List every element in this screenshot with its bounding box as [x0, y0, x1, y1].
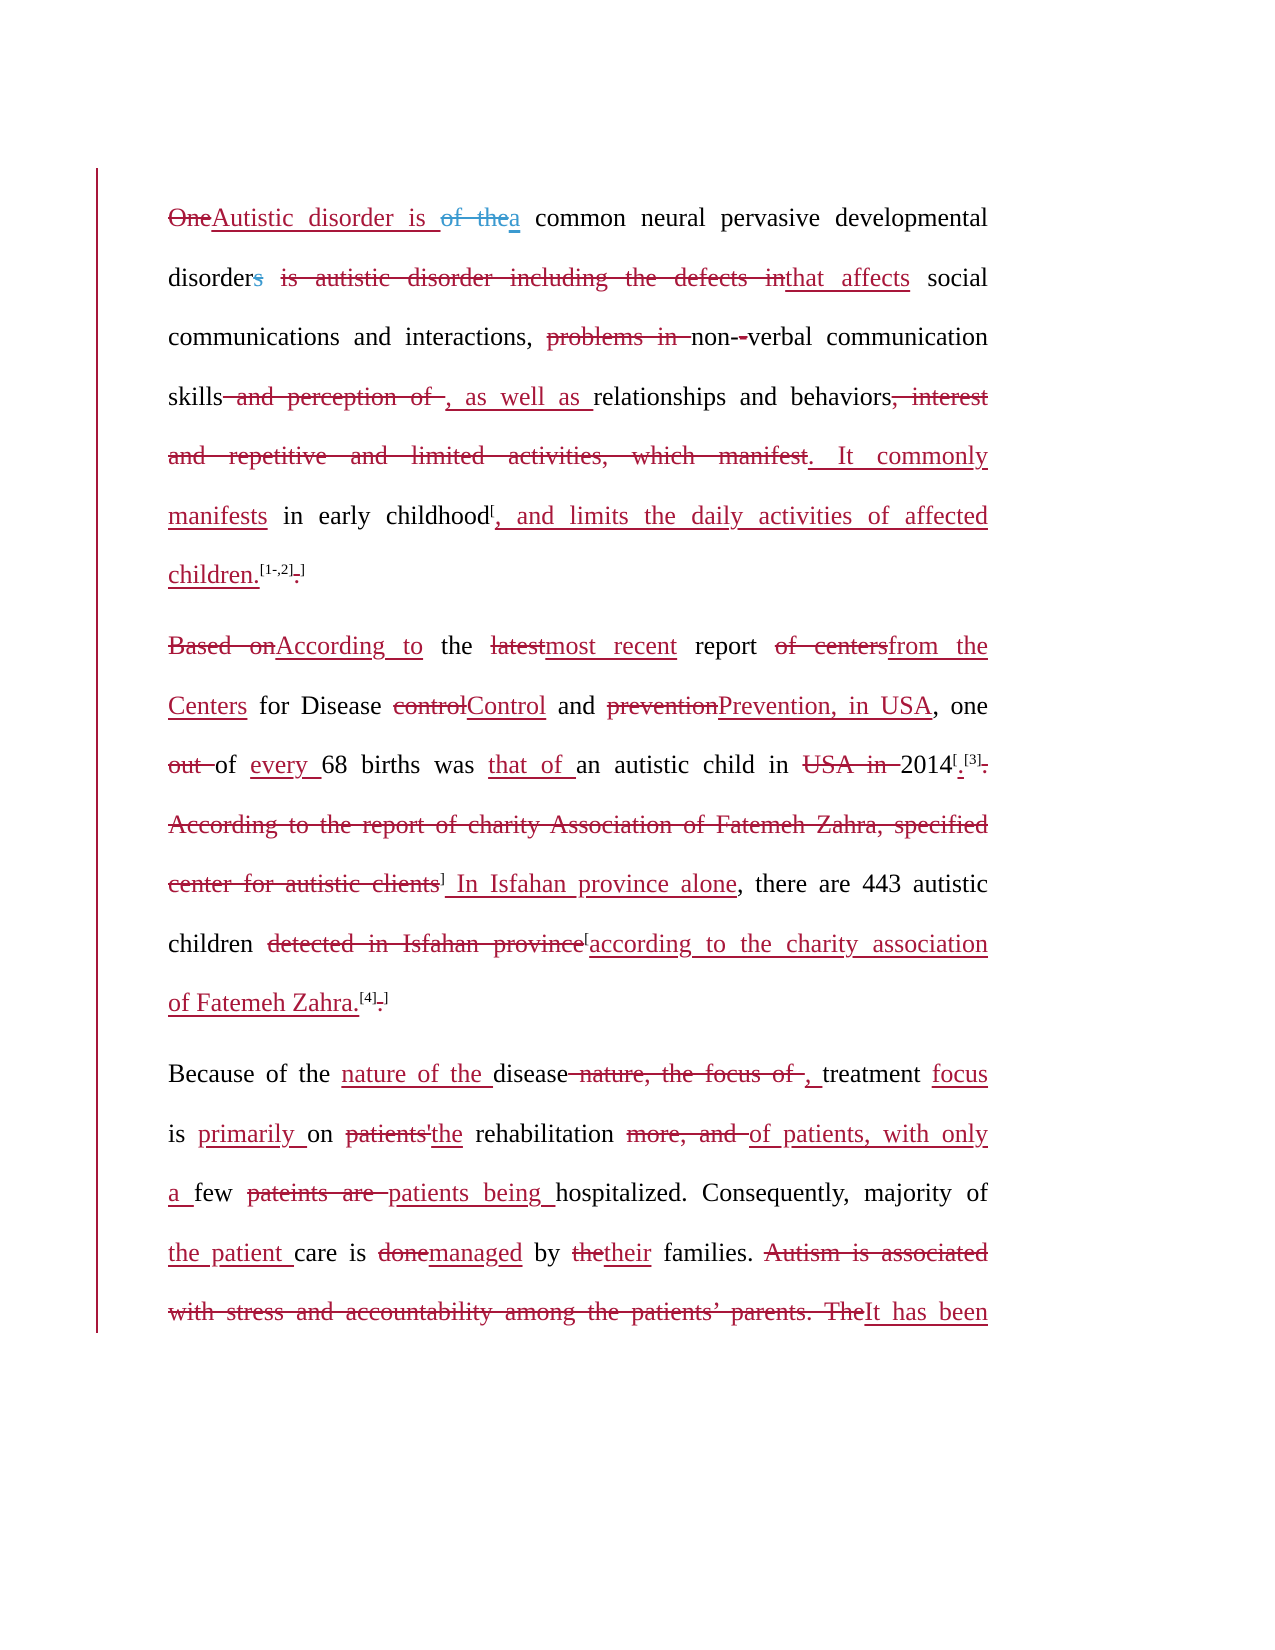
deleted-text: One [168, 203, 212, 232]
text-run: rehabilitation [462, 1118, 627, 1148]
inserted-text: of patients, with only [749, 1118, 988, 1148]
paragraph-2 [168, 624, 988, 1041]
deleted-text: prevention [606, 690, 719, 720]
text-run: relationships and behaviors [593, 381, 892, 411]
text-run [263, 263, 280, 292]
deleted-text: detected in Isfahan province [267, 928, 585, 958]
deleted-text: , interest [891, 381, 988, 411]
text-run: for Disease [247, 690, 394, 720]
inserted-text: Prevention, in USA [718, 690, 933, 720]
paragraph-3 [168, 1052, 988, 1350]
deleted-text: is autistic disorder including the defects in [280, 262, 786, 292]
deleted-text: According to the report of charity Association of Fatemeh Zahra, specified [168, 809, 988, 839]
deleted-text: problems in [546, 322, 692, 351]
text-run: , one [932, 690, 988, 720]
format-deleted-text: s [253, 262, 264, 292]
inserted-text: Control [466, 690, 547, 720]
inserted-text: It has been [864, 1297, 988, 1326]
deleted-text: and perception of [222, 381, 446, 411]
citation-superscript: [ [952, 752, 958, 768]
text-run: on [307, 1118, 346, 1148]
text-run: disease [493, 1059, 569, 1088]
text-line [168, 315, 988, 375]
inserted-text: primarily [197, 1118, 308, 1148]
inserted-text: that affects [785, 262, 911, 292]
text-run: hospitalized. Consequently, majority of [555, 1178, 988, 1207]
text-line [168, 1052, 988, 1112]
text-run: skills [168, 381, 223, 411]
citation-superscript: [1-,2] [259, 562, 294, 578]
deleted-text: more, and [626, 1118, 750, 1148]
text-line [168, 862, 988, 922]
text-line [168, 922, 988, 982]
text-run: non- [691, 322, 739, 351]
citation-superscript: ] [439, 871, 445, 887]
inserted-text: that of [488, 750, 577, 779]
deleted-text: latest [490, 631, 546, 660]
text-run: children [168, 928, 268, 958]
inserted-text: managed [428, 1237, 523, 1267]
deleted-text: of centers [774, 631, 888, 660]
deleted-text: out [168, 750, 215, 779]
text-run: Because of the [168, 1059, 342, 1088]
inserted-text: , [804, 1059, 823, 1088]
inserted-text: children. [168, 560, 260, 589]
citation-superscript: [4] [359, 990, 377, 1006]
text-line [168, 624, 988, 684]
text-line [168, 494, 988, 554]
text-run: in early childhood [267, 500, 490, 530]
deleted-text: - [738, 322, 748, 351]
text-run: the [423, 631, 491, 660]
inserted-text: of Fatemeh Zahra. [168, 988, 360, 1017]
paragraph-1 [168, 196, 988, 613]
text-run: communications and interactions, [168, 322, 547, 351]
text-run: by [522, 1237, 573, 1267]
inserted-text: according to the charity association [589, 928, 989, 958]
text-run: , there are 443 autistic [736, 869, 988, 898]
inserted-text: nature of the [341, 1059, 494, 1088]
citation-superscript: [ [489, 502, 495, 519]
text-run: 68 births was [321, 750, 489, 779]
change-bar [96, 168, 98, 1333]
inserted-text: , as well as [445, 381, 594, 411]
inserted-text: from the [887, 631, 988, 660]
text-run: an autistic child in [576, 750, 803, 779]
inserted-text: According to [275, 631, 424, 660]
inserted-text: their [603, 1237, 652, 1267]
deleted-text: Autism is associated [763, 1237, 989, 1267]
citation-superscript: [ [584, 930, 590, 947]
text-line [168, 375, 988, 435]
inserted-text: In Isfahan province alone [444, 869, 737, 898]
text-line [168, 553, 988, 613]
text-run: care is [294, 1237, 379, 1267]
deleted-text: . [293, 560, 300, 589]
deleted-text: and repetitive and limited activities, which manifest [168, 441, 808, 470]
text-run: social [910, 262, 989, 292]
inserted-text: . It commonly [807, 441, 988, 470]
citation-superscript: ] [383, 990, 389, 1006]
text-line [168, 434, 988, 494]
citation-superscript: ] [299, 562, 305, 578]
text-run: common neural pervasive developmental [520, 203, 989, 232]
text-line [168, 256, 988, 316]
text-run: treatment [822, 1059, 932, 1088]
inserted-text: , and limits the daily activities of affected [494, 500, 988, 530]
deleted-text: the [572, 1237, 604, 1267]
inserted-text: most recent [545, 631, 678, 660]
inserted-text: Autistic disorder is [211, 203, 441, 232]
citation-superscript: [3] [963, 752, 982, 768]
text-line [168, 803, 988, 863]
text-run: of [214, 750, 251, 779]
deleted-text: . [376, 988, 384, 1017]
inserted-text: . [957, 750, 964, 779]
text-run: 2014 [900, 750, 953, 779]
text-line [168, 1231, 988, 1291]
format-inserted-text: a [508, 203, 521, 232]
text-line [168, 1290, 988, 1350]
inserted-text: the patient [168, 1237, 295, 1267]
deleted-text: . [981, 750, 988, 779]
text-line [168, 743, 988, 803]
inserted-text: manifests [168, 500, 268, 530]
text-run: and [546, 690, 607, 720]
text-line [168, 1171, 988, 1231]
deleted-text: control [393, 690, 467, 720]
text-line [168, 1112, 988, 1172]
text-run: disorder [168, 262, 254, 292]
inserted-text: Centers [168, 690, 248, 720]
text-run: report [677, 631, 775, 660]
inserted-text: a [168, 1178, 194, 1207]
text-run: verbal communication [747, 322, 988, 351]
text-run: few [193, 1178, 248, 1207]
deleted-text: USA in [802, 750, 901, 779]
text-line [168, 196, 988, 256]
deleted-text: Based on [168, 631, 276, 660]
text-line [168, 684, 988, 744]
text-line [168, 981, 988, 1041]
inserted-text: patients being [388, 1178, 556, 1207]
text-run: is [168, 1118, 198, 1148]
deleted-text: nature, the focus of [568, 1059, 805, 1088]
text-run: families. [651, 1237, 764, 1267]
inserted-text: focus [931, 1059, 989, 1088]
inserted-text: the [431, 1118, 463, 1148]
deleted-text: center for autistic clients [168, 869, 440, 898]
deleted-text: with stress and accountability among the patients’ parents. The [168, 1297, 865, 1326]
deleted-text: patients' [345, 1118, 432, 1148]
deleted-text: done [378, 1237, 429, 1267]
inserted-text: every [250, 750, 322, 779]
format-deleted-text: of the [440, 203, 509, 232]
deleted-text: pateints are [247, 1178, 389, 1207]
